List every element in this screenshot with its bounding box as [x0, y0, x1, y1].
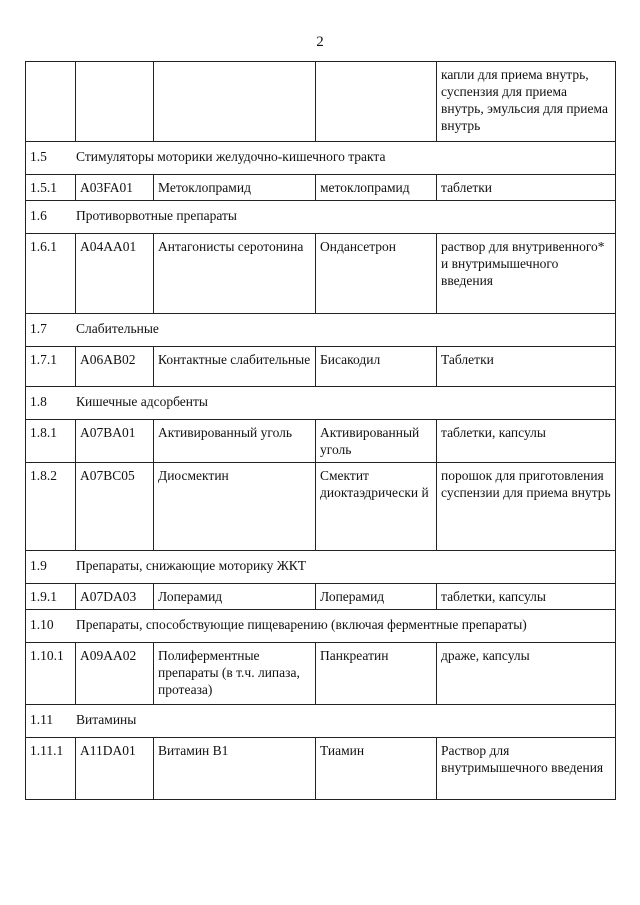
dosage-form-cell: Раствор для внутримышечного введения: [437, 738, 616, 800]
section-cell: [26, 610, 616, 643]
drug-list-table: [25, 61, 616, 800]
section-number: 1.10: [30, 617, 54, 632]
continuation-row: [26, 62, 616, 142]
group-cell: Лоперамид: [154, 584, 316, 610]
group-cell: [154, 62, 316, 142]
num-cell: [26, 62, 76, 142]
atc-code-cell: A04AA01: [76, 234, 154, 314]
dosage-form-cell: Таблетки: [437, 347, 616, 387]
section-number: 1.6: [30, 208, 47, 223]
num-cell: 1.9.1: [26, 584, 76, 610]
section-cell: [26, 314, 616, 347]
substance-cell: метоклопрамид: [316, 175, 437, 201]
section-number: 1.5: [30, 149, 47, 164]
group-cell: Полиферментные препараты (в т.ч. липаза, протеаза): [154, 643, 316, 705]
substance-cell: [316, 62, 437, 142]
atc-code-cell: A11DA01: [76, 738, 154, 800]
section-title: Препараты, снижающие моторику ЖКТ: [76, 558, 307, 573]
atc-code-cell: A06AB02: [76, 347, 154, 387]
num-cell: 1.5.1: [26, 175, 76, 201]
substance-cell: Панкреатин: [316, 643, 437, 705]
section-title: Слабительные: [76, 321, 159, 336]
num-cell: 1.10.1: [26, 643, 76, 705]
atc-code-cell: A07BC05: [76, 463, 154, 551]
table-row: [26, 347, 616, 387]
section-row: [26, 387, 616, 420]
section-title: Стимуляторы моторики желудочно-кишечного тракта: [76, 149, 386, 164]
table-row: [26, 420, 616, 463]
atc-code-cell: A03FA01: [76, 175, 154, 201]
atc-code-cell: A07BA01: [76, 420, 154, 463]
atc-code-cell: [76, 62, 154, 142]
section-number: 1.9: [30, 558, 47, 573]
table-row: [26, 738, 616, 800]
section-title: Противорвотные препараты: [76, 208, 237, 223]
group-cell: Витамин B1: [154, 738, 316, 800]
section-row: [26, 314, 616, 347]
num-cell: 1.7.1: [26, 347, 76, 387]
dosage-form-cell: раствор для внутривенного* и внутримышечного введения: [437, 234, 616, 314]
substance-cell: Активированный уголь: [316, 420, 437, 463]
page-number: 2: [316, 34, 324, 50]
substance-cell: Смектит диоктаэдрически й: [316, 463, 437, 551]
num-cell: 1.6.1: [26, 234, 76, 314]
section-title: Препараты, способствующие пищеварению (включая ферментные препараты): [76, 617, 527, 632]
substance-cell: Тиамин: [316, 738, 437, 800]
section-number: 1.11: [30, 712, 54, 727]
section-row: [26, 201, 616, 234]
dosage-form-cell: таблетки: [437, 175, 616, 201]
dosage-form-cell: таблетки, капсулы: [437, 420, 616, 463]
section-cell: [26, 201, 616, 234]
section-row: [26, 705, 616, 738]
atc-code-cell: A07DA03: [76, 584, 154, 610]
dosage-form-cell: капли для приема внутрь, суспензия для приема внутрь, эмульсия для приема внутрь: [437, 62, 616, 142]
dosage-form-cell: порошок для приготовления суспензии для приема внутрь: [437, 463, 616, 551]
section-title: Кишечные адсорбенты: [76, 394, 208, 409]
section-title: Витамины: [76, 712, 137, 727]
table-row: [26, 584, 616, 610]
num-cell: 1.11.1: [26, 738, 76, 800]
group-cell: Антагонисты серотонина: [154, 234, 316, 314]
num-cell: 1.8.1: [26, 420, 76, 463]
section-row: [26, 142, 616, 175]
dosage-form-cell: драже, капсулы: [437, 643, 616, 705]
atc-code-cell: A09AA02: [76, 643, 154, 705]
section-number: 1.8: [30, 394, 47, 409]
group-cell: Активированный уголь: [154, 420, 316, 463]
section-cell: [26, 551, 616, 584]
group-cell: Метоклопрамид: [154, 175, 316, 201]
section-row: [26, 551, 616, 584]
num-cell: 1.8.2: [26, 463, 76, 551]
dosage-form-cell: таблетки, капсулы: [437, 584, 616, 610]
table-body: [26, 62, 616, 800]
table-row: [26, 463, 616, 551]
section-number: 1.7: [30, 321, 47, 336]
table-row: [26, 643, 616, 705]
table-row: [26, 175, 616, 201]
section-cell: [26, 705, 616, 738]
section-cell: [26, 142, 616, 175]
substance-cell: Ондансетрон: [316, 234, 437, 314]
substance-cell: Бисакодил: [316, 347, 437, 387]
group-cell: Диосмектин: [154, 463, 316, 551]
section-cell: [26, 387, 616, 420]
table-row: [26, 234, 616, 314]
substance-cell: Лоперамид: [316, 584, 437, 610]
section-row: [26, 610, 616, 643]
group-cell: Контактные слабительные: [154, 347, 316, 387]
